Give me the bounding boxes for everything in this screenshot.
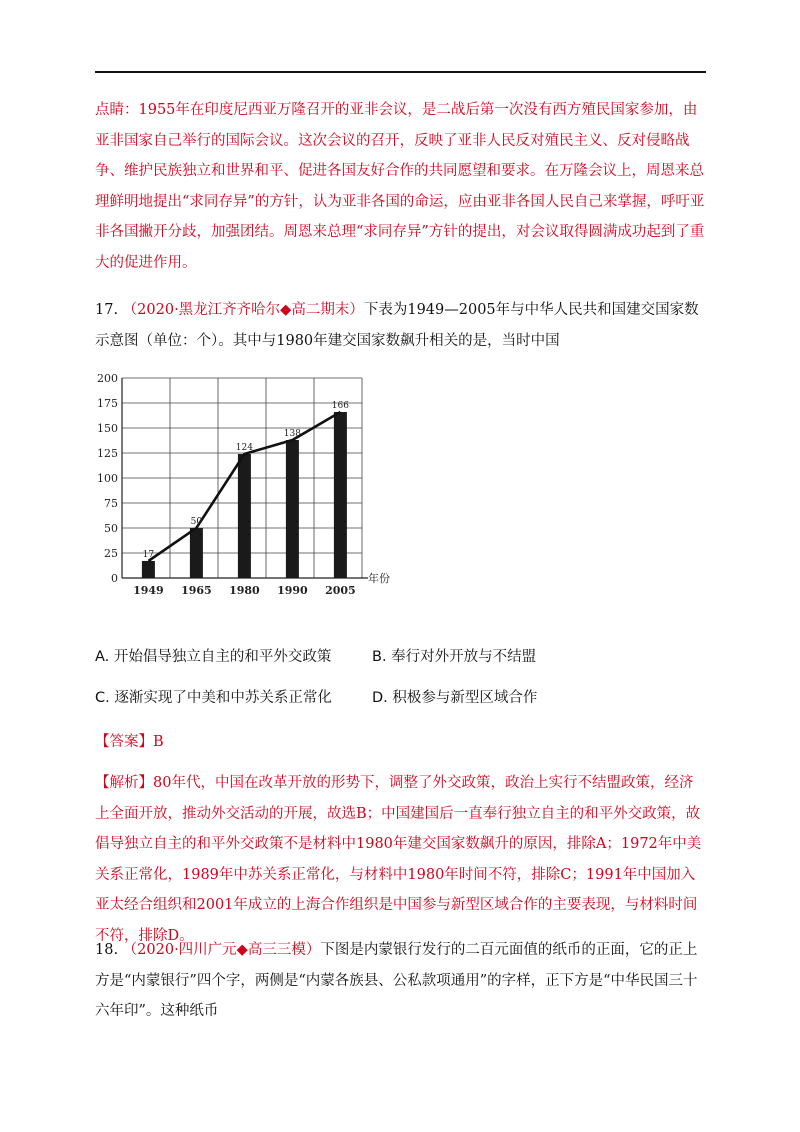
- y-tick-label: 25: [104, 547, 118, 560]
- x-tick-label: 1980: [229, 584, 260, 597]
- data-label: 124: [235, 443, 253, 453]
- hint-paragraph: 点睛：1955年在印度尼西亚万隆召开的亚非会议，是二战后第一次没有西方殖民国家参加，由亚非国家自己举行的国际会议。这次会议的召开，反映了亚非人民反对殖民主义、反对侵略战争、维护民族独立和世界和平、促进各国友好合作的共同愿望和要求。在万隆会议上，周恩来总理鲜明地提出“求同存异”的方针，认为亚非各国的命运，应由亚非各国人民自己来掌握，呼吁亚非各国撇开分歧，加强团结。周恩来总理“求同存异”方针的提出，对会议取得圆满成功起到了重大的促进作用。: [95, 102, 705, 271]
- option-d[interactable]: D. 积极参与新型区域合作: [372, 690, 538, 706]
- chart-x-axis-label: 年份: [368, 572, 390, 585]
- analysis-label: 【解析】: [95, 775, 153, 791]
- x-tick-label: 1949: [133, 584, 164, 597]
- chart-x-ticks: [133, 584, 356, 597]
- question-number: 17.: [95, 302, 119, 318]
- bar-1949: [142, 561, 155, 578]
- answer-value: B: [153, 734, 164, 750]
- question-18-stem: [95, 935, 707, 1027]
- diplomatic-relations-chart: [92, 366, 432, 606]
- data-label: 17: [142, 550, 155, 560]
- bar-2005: [334, 412, 347, 578]
- y-tick-label: 175: [97, 397, 118, 410]
- y-tick-label: 125: [97, 447, 118, 460]
- y-tick-label: 0: [111, 572, 118, 585]
- question-text: 下图是内蒙银行发行的二百元面值的纸币的正面，它的正上方是“内蒙银行”四个字，两侧是“内蒙各族县、公私款项通用”的字样，正下方是“中华民国三十六年印”。这种纸币: [95, 942, 698, 1019]
- header-rule: [95, 71, 706, 73]
- y-tick-label: 100: [97, 472, 118, 485]
- x-tick-label: 1990: [277, 584, 308, 597]
- question-text: 下表为1949—2005年与中华人民共和国建交国家数示意图（单位：个）。其中与1980年建交国家数飙升相关的是，当时中国: [95, 302, 699, 349]
- analysis-text: 80年代，中国在改革开放的形势下，调整了外交政策，政治上实行不结盟政策，经济上全面开放，推动外交活动的开展，故选B；中国建国后一直奉行独立自主的和平外交政策，故倡导独立自主的和平外交政策不是材料中1980年建交国家数飙升的原因，排除A；1972年中美关系正常化，1989年中苏关系正常化，与材料中1980年时间不符，排除C；1991年中国加入亚太经合组织和2001年成立的上海合作组织是中国参与新型区域合作的主要表现，与材料时间不符，排除D。: [95, 775, 702, 944]
- chart-y-ticks: [97, 372, 118, 585]
- bar-1965: [190, 528, 203, 578]
- question-source: （2020·四川广元◆高三三模）: [122, 942, 321, 958]
- data-label: 166: [331, 401, 349, 411]
- analysis-paragraph: [95, 768, 707, 951]
- question-source: （2020·黑龙江齐齐哈尔◆高二期末）: [122, 302, 364, 318]
- answer-line: [95, 727, 707, 758]
- y-tick-label: 75: [104, 497, 118, 510]
- y-tick-label: 50: [104, 522, 118, 535]
- option-c[interactable]: C. 逐渐实现了中美和中苏关系正常化: [95, 690, 332, 706]
- question-number: 18.: [95, 942, 119, 958]
- y-tick-label: 150: [97, 422, 118, 435]
- bar-1980: [238, 454, 251, 578]
- x-tick-label: 2005: [325, 584, 356, 597]
- option-b[interactable]: B. 奉行对外开放与不结盟: [372, 649, 537, 665]
- answer-label: 【答案】: [95, 734, 153, 750]
- data-label: 138: [283, 429, 301, 439]
- data-label: 50: [190, 517, 203, 527]
- question-17-stem: [95, 295, 707, 356]
- option-a[interactable]: A. 开始倡导独立自主的和平外交政策: [95, 649, 332, 665]
- x-tick-label: 1965: [181, 584, 212, 597]
- y-tick-label: 200: [97, 372, 118, 385]
- bar-1990: [286, 440, 299, 578]
